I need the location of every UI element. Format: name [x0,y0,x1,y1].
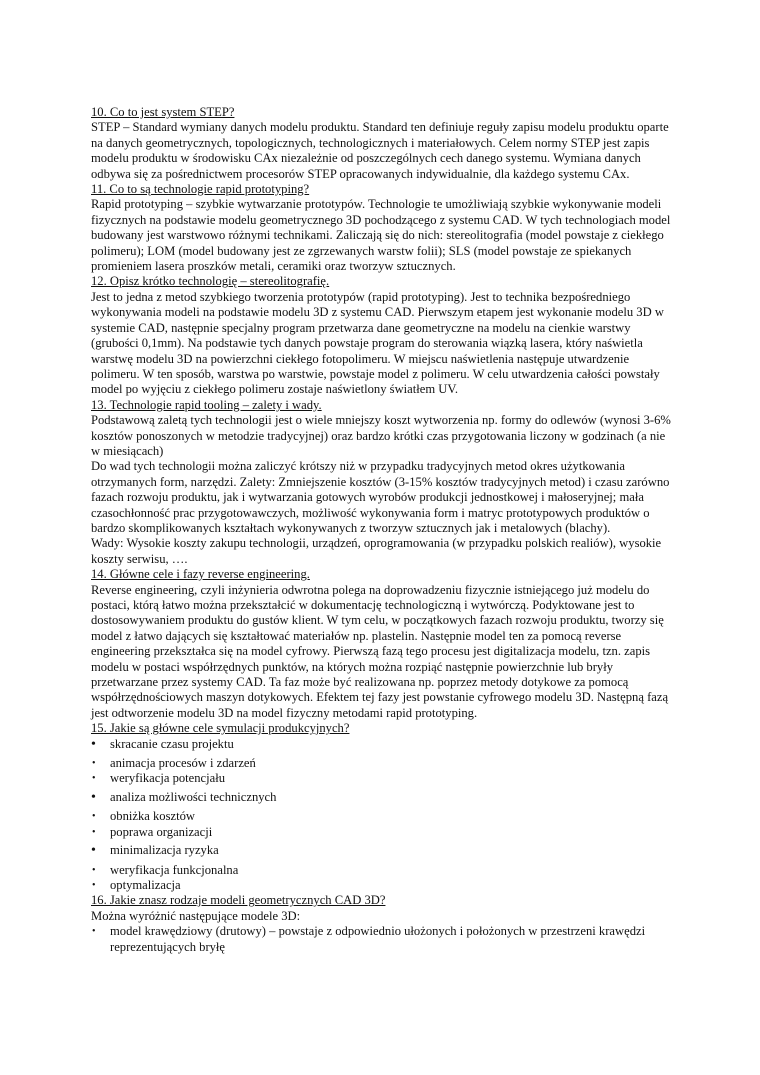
list-item [91,809,677,824]
section-heading: 12. Opisz krótko technologię – stereolitografię. [91,274,330,289]
list-item-text: poprawa organizacji [110,824,213,839]
bullet-icon: • [92,811,96,823]
section-paragraph: Podstawową zaletą tych technologii jest o wiele mniejszy koszt wytworzenia np. formy do odlewów (wynosi 3-6% kosztów ponoszonych w metodzie tradycyjnej) oraz bardzo krótki czas przygotowania liczony w godzinach (a nie w miesiącach) [91,413,671,458]
section-paragraph: Do wad tych technologii można zaliczyć krótszy niż w przypadku tradycyjnych metod okres użytkowania otrzymanych form, narzędzi. Zalety: Zmniejszenie kosztów (3-15% kosztów tradycyjnych metod) i czasu zarówno fazach rozwoju produktu, jak i wytwarzania gotowych wyrobów produkcji jednostkowej i małoseryjnej; mała czasochłonność prac przygotowawczych, możliwość wykonywania form i matryc prototypowych produktów o bardzo skomplikowanych kształtach wykonywanych z tworzyw sztucznych jak i metalowych (blachy). [91,459,670,535]
bullet-icon: • [92,773,96,785]
bullet-list [91,737,677,894]
list-item-text: weryfikacja funkcjonalna [110,862,239,877]
section-heading: 15. Jakie są główne cele symulacji produkcyjnych? [91,721,350,736]
list-item [91,737,677,752]
bullet-icon: • [92,758,96,770]
section-q14 [91,567,677,721]
section-q15 [91,721,677,893]
section-heading: 16. Jakie znasz rodzaje modeli geometrycznych CAD 3D? [91,893,386,908]
section-q16 [91,893,677,955]
section-heading: 11. Co to są technologie rapid prototyping? [91,182,310,197]
bullet-icon: • [92,826,96,838]
bullet-list [91,924,677,955]
list-item-text: skracanie czasu projektu [110,736,234,751]
document-page [91,105,677,955]
list-item-text: model krawędziowy (drutowy) – powstaje z odpowiednio ułożonych i położonych w przestrzeni krawędzi reprezentujących bryłę [110,924,646,954]
section-q12 [91,274,677,397]
list-item [91,771,677,786]
list-item-text: weryfikacja potencjału [110,771,226,786]
list-item [91,756,677,771]
section-paragraph: Jest to jedna z metod szybkiego tworzenia prototypów (rapid prototyping). Jest to technika bezpośredniego wykonywania modeli na podstawie modelu 3D z systemu CAD. Pierwszym etapem jest wykonanie modelu 3D w systemie CAD, następnie specjalny program przetwarza dane geometryczne na modelu na cienkie warstwy (grubości 0,1mm). Na podstawie tych danych powstaje program do sterowania wiązką lasera, który naświetla warstwę modelu 3D na powierzchni ciekłego fotopolimeru. W miejscu naświetlenia następuje utwardzenie polimeru. W ten sposób, warstwa po warstwie, powstaje model z polimeru. W celu utwardzenia całości powstały model po wyjęciu z ciekłego polimeru zostaje naświetlony światłem UV. [91,289,664,397]
list-item-text: optymalizacja [110,877,181,892]
list-item [91,924,677,955]
section-heading: 13. Technologie rapid tooling – zalety i wady. [91,397,322,412]
list-item [91,843,677,858]
list-item [91,825,677,840]
section-q10 [91,105,677,182]
list-item-text: analiza możliwości technicznych [110,789,277,804]
list-item-text: obniżka kosztów [110,809,195,824]
section-paragraph: Reverse engineering, czyli inżynieria odwrotna polega na doprowadzeniu fizycznie istniejącego już modelu do postaci, którą łatwo można przekształcić w dokumentację technologiczną i wytwórczą. Podyktowane jest to dostosowywaniem produktu do gustów klient. W tym celu, w początkowych fazach rozwoju produktu, tworzy się model z łatwo dających się kształtować materiałów np. plastelin. Następnie model ten za pomocą reverse engineering przekształca się na model cyfrowy. Pierwszą fazą tego procesu jest digitalizacja modelu, tzn. zapis modelu w postaci współrzędnych punktów, na których można rozpiąć następnie powierzchnie lub bryły przetwarzane przez systemy CAD. Ta faz może być realizowana np. poprzez metody dotykowe za pomocą współrzędnościowych maszyn dotykowych. Efektem tej fazy jest powstanie cyfrowego modelu 3D. Następną fazą jest odtworzenie modelu 3D na model fizyczny metodami rapid prototyping. [91,582,669,720]
section-paragraph: Wady: Wysokie koszty zakupu technologii, urządzeń, oprogramowania (w przypadku polskich realiów), wysokie koszty serwisu, …. [91,536,662,566]
bullet-icon: • [92,879,96,891]
section-heading: 10. Co to jest system STEP? [91,105,235,119]
bullet-icon: • [91,789,96,805]
bullet-icon: • [92,864,96,876]
section-heading: 14. Główne cele i fazy reverse engineering. [91,567,310,582]
section-paragraph: Rapid prototyping – szybkie wytwarzanie prototypów. Technologie te umożliwiają szybkie wykonywanie modeli fizycznych na podstawie modelu geometrycznego 3D pochodzącego z systemu CAD. W tych technologiach model budowany jest warstwowo różnymi technikami. Zaliczają się do nich: stereolitografia (model powstaje z ciekłego polimeru); LOM (model budowany jest ze zgrzewanych warstw folii); SLS (model powstaje ze spiekanych promieniem lasera proszków metali, ceramiki oraz tworzyw sztucznych. [91,197,671,274]
list-item [91,878,677,893]
bullet-icon: • [91,843,96,859]
bullet-icon: • [92,926,96,938]
list-item-text: animacja procesów i zdarzeń [110,756,256,771]
section-paragraph: Można wyróżnić następujące modele 3D: [91,908,301,923]
list-item [91,790,677,805]
list-item [91,863,677,878]
section-q11 [91,182,677,274]
section-paragraph: STEP – Standard wymiany danych modelu produktu. Standard ten definiuje reguły zapisu modelu produktu oparte na danych geometrycznych, topologicznych, technologicznych i materiałowych. Celem normy STEP jest zapis modelu produktu w środowisku CAx niezależnie od poszczególnych cech danego systemu. Wymiana danych odbywa się za pośrednictwem procesorów STEP opracowanych indywidualnie, dla każdego systemu CAx. [91,120,669,181]
section-q13 [91,398,677,567]
bullet-icon: • [91,736,96,752]
list-item-text: minimalizacja ryzyka [110,843,219,858]
